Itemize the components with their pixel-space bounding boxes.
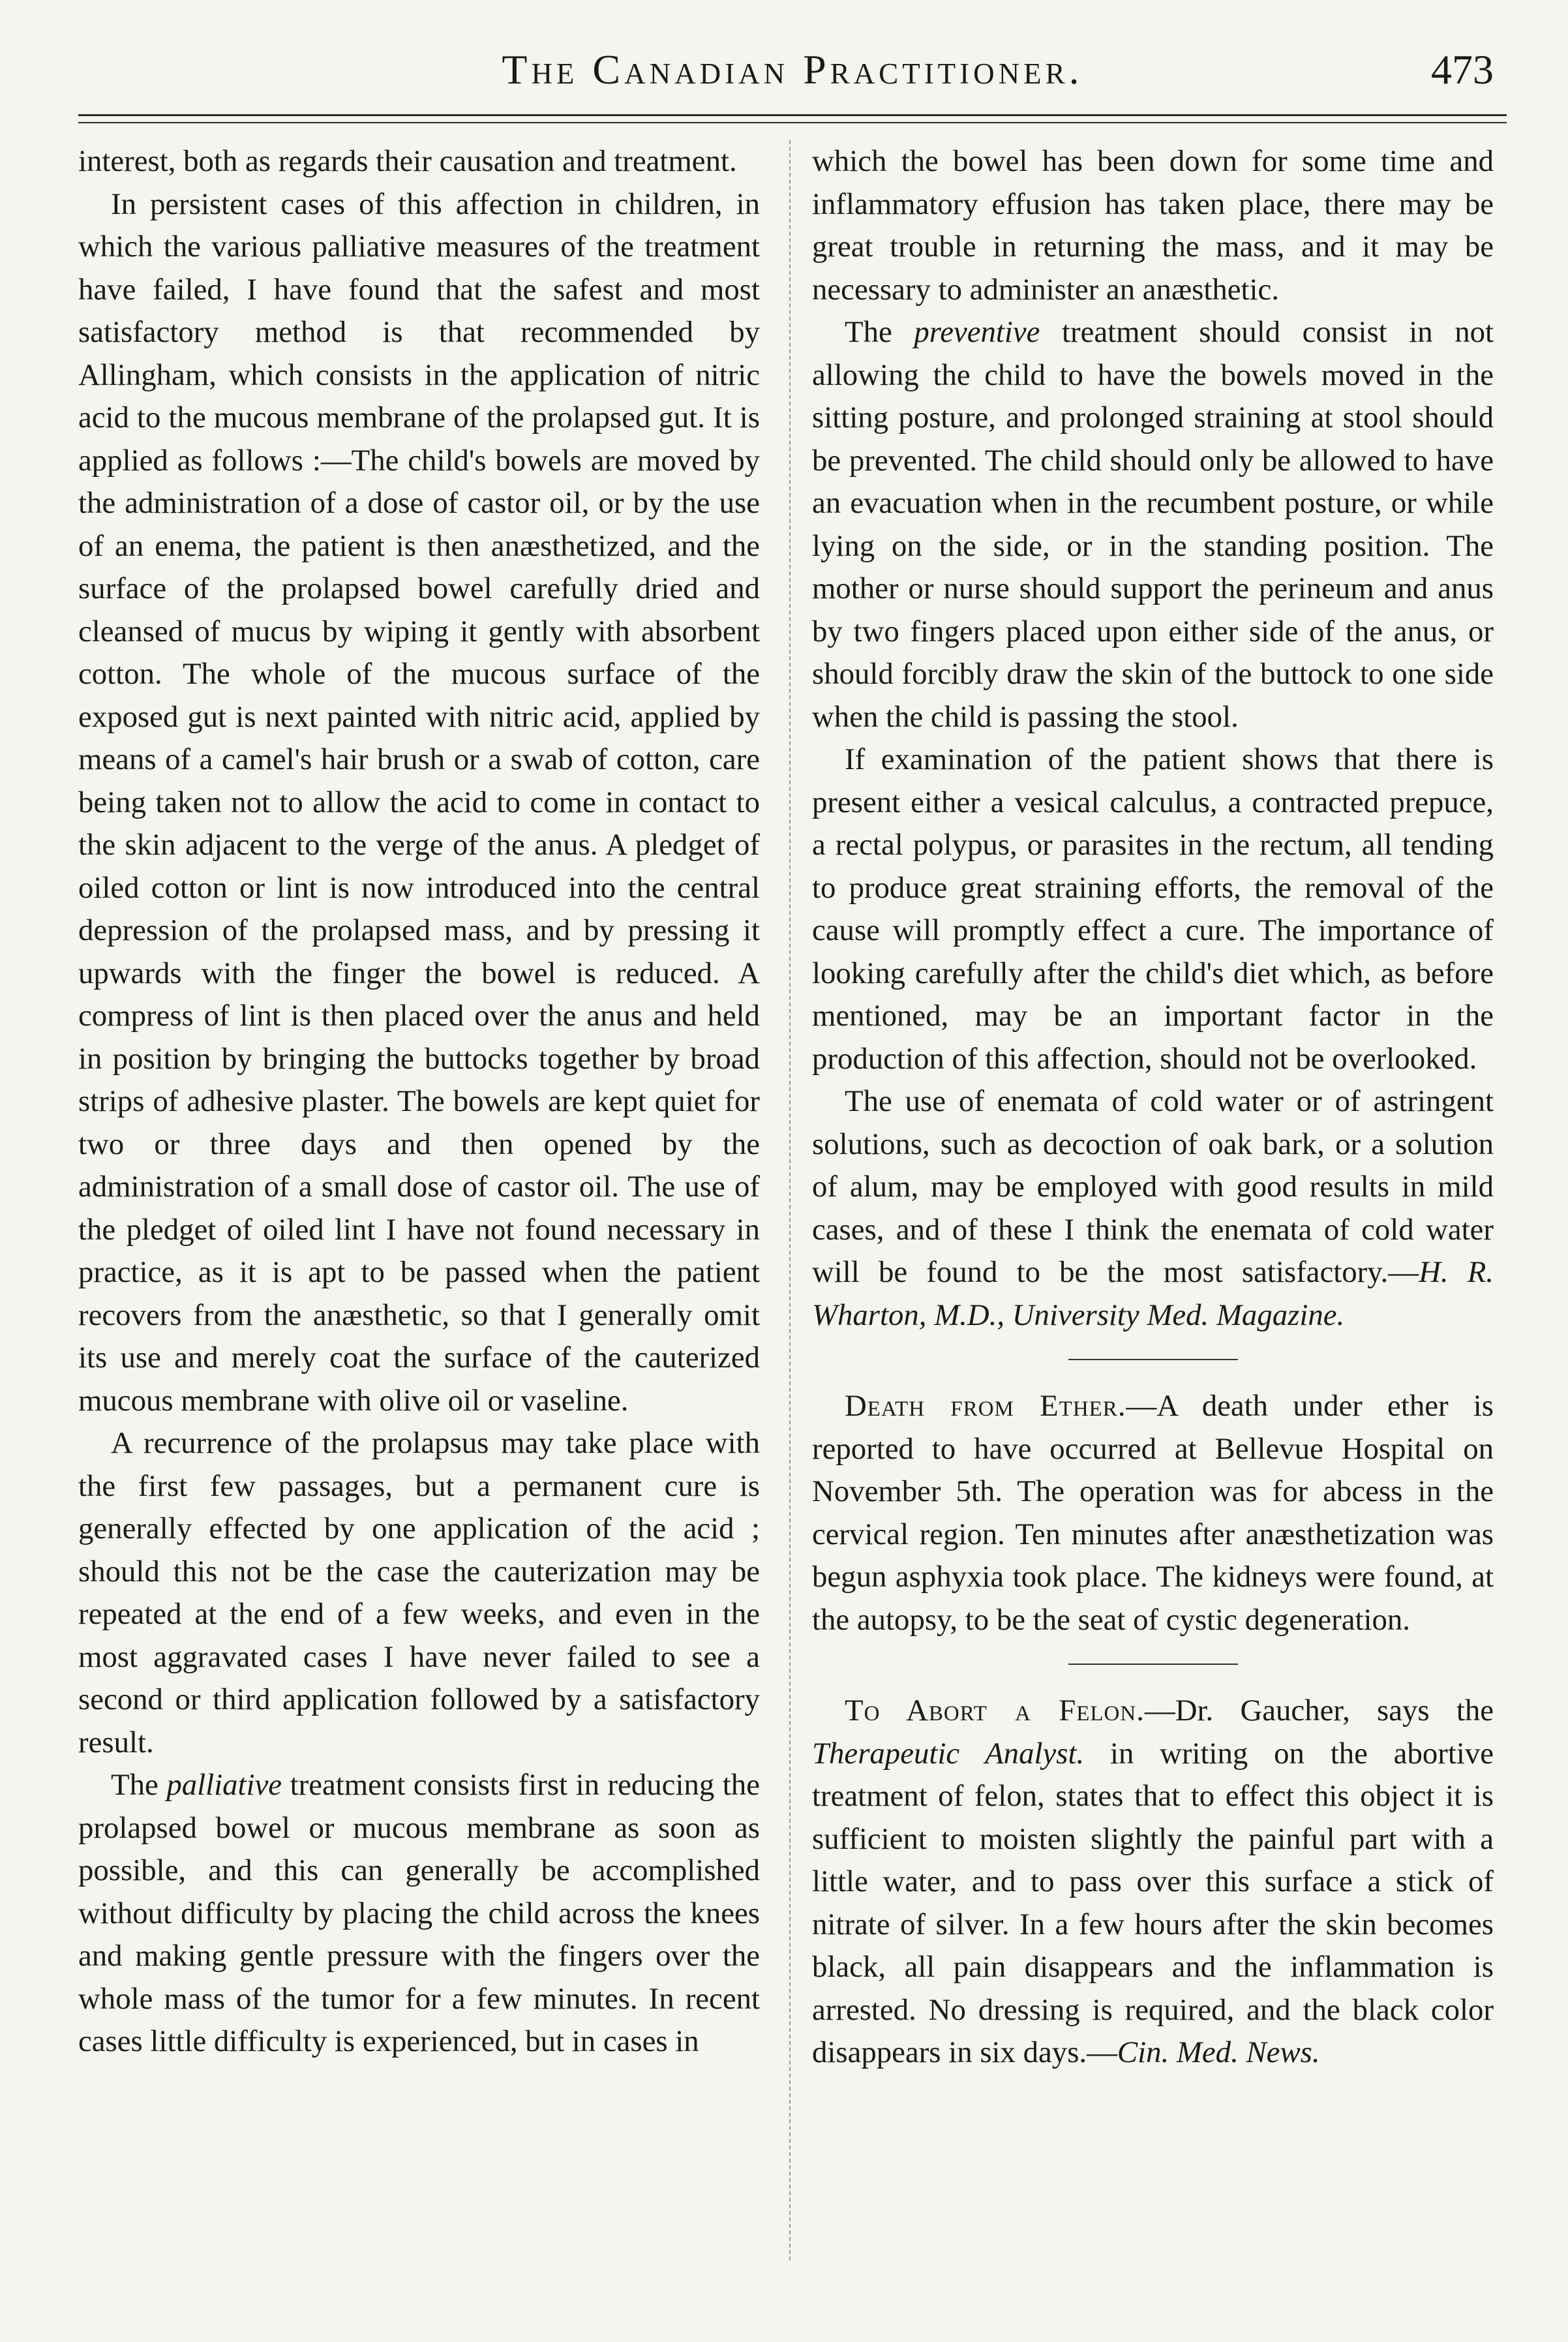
right-column (812, 140, 1494, 2075)
running-title: The Canadian Practitioner. (502, 46, 1083, 93)
section-separator (1068, 1664, 1238, 1665)
journal-name: Therapeutic Analyst. (812, 1736, 1085, 1771)
section-separator (1068, 1359, 1238, 1360)
paragraph-palliative: The palliative treatment consists first in reducing the prolapsed bowel or mucous membrane as soon as possible, and this can generally be accomplished without difficulty by placing the child across the knees and making gentle pressure with the fingers over the whole mass of the tumor for a few minutes. In recent cases little difficulty is experienced, but in cases in (78, 1768, 760, 2058)
article-death-from-ether: Death from Ether.—A death under ether is reported to have occurred at Bellevue Hospital on November 5th. The operation was for abcess in the cervical region. Ten minutes after anæsthetization was begun asphyxia took place. The kidneys were found, at the autopsy, to be the seat of cystic degeneration. (812, 1389, 1494, 1637)
page-header (78, 39, 1507, 111)
article-abort-felon: To Abort a Felon.—Dr. Gaucher, says the Therapeutic Analyst. in writing on the abortive treatment of felon, states that to effect this object it is sufficient to moisten slightly the painful part with a little water, and to pass over this surface a stick of nitrate of silver. In a few hours after the skin becomes black, all pain disappears and the inflammation is arrested. No dressing is required, and the black color disappears in six days.—Cin. Med. News. (812, 1694, 1494, 2069)
header-rule-top (78, 114, 1507, 116)
article-heading: To Abort a Felon. (845, 1694, 1145, 1727)
paragraph-enemata: The use of enemata of cold water or of astringent solutions, such as decoction of oak bark, or a solution of alum, may be employed with good results in mild cases, and of these I think the enemata of cold water will be found to be the most satisfactory.—H. R. Wharton, M.D., University Med. Magazine. (812, 1084, 1494, 1332)
paragraph-recurrence (78, 1422, 760, 1764)
left-column (78, 140, 760, 2063)
citation-wharton: H. R. Wharton, M.D., University Med. Magazine. (812, 1255, 1494, 1332)
citation-cin-med-news: Cin. Med. News. (1117, 2035, 1320, 2069)
paragraph-preventive: The preventive treatment should consist in not allowing the child to have the bowels moved in the sitting posture, and prolonged straining at stool should be prevented. The child should only be allowed to have an evacuation when in the recumbent posture, or while lying on the side, or in the standing position. The mother or nurse should support the perineum and anus by two fingers placed upon either side of the anus, or should forcibly draw the skin of the buttock to one side when the child is passing the stool. (812, 315, 1494, 734)
palliative-term: palliative (166, 1768, 282, 1802)
preventive-term: preventive (914, 315, 1040, 349)
paragraph-continuation-right: which the bowel has been down for some time and inflammatory effusion has taken place, there may be great trouble in returning the mass, and it may be necessary to administer an anæsthetic. (812, 144, 1494, 307)
column-divider (789, 140, 791, 2260)
header-rule-bottom (78, 122, 1507, 123)
paragraph-nitric-acid-method: In persistent cases of this affection in children, in which the various palliative measures of the treatment have failed, I have found that the safest and most satisfactory method is that recommended by Allingham, which consists in the application of nitric acid to the mucous membrane of the prolapsed gut. It is applied as follows :—The child's bowels are moved by the administration of a dose of castor oil, or by the use of an enema, the patient is then anæsthetized, and the surface of the prolapsed bowel carefully dried and cleansed of mucus by wiping it gently with absorbent cotton. The whole of the mucous surface of the exposed gut is next painted with nitric acid, applied by means of a camel's hair brush or a swab of cotton, care being taken not to allow the acid to come in contact to the skin adjacent to the verge of the anus. A pledget of oiled cotton or lint is now introduced into the central depression of the prolapsed mass, and by pressing it upwards with the finger the bowel is reduced. A compress of lint is then placed over the anus and held in position by bringing the buttocks together by broad strips of adhesive plaster. The bowels are kept quiet for two or three days and then opened by the administration of a small dose of castor oil. The use of the pledget of oiled lint I have not found necessary in practice, as it is apt to be passed when the patient recovers from the anæsthetic, so that I generally omit its use and merely coat the surface of the cauterized mucous membrane with olive oil or vaseline. (78, 187, 760, 1418)
recurrence-text: A recurrence of the prolapsus may take place with the first few passages, but a permanent cure is generally effected by one application of the acid ; should this not be the case the cauterization may be repeated at the end of a few weeks, and even in the most aggravated cases I have never failed to see a second or third application followed by a satisfactory result. (78, 1426, 760, 1759)
page-number: 473 (1431, 46, 1494, 93)
paragraph-continuation: interest, both as regards their causation and treatment. (78, 144, 737, 178)
paragraph-examination: If examination of the patient shows that there is present either a vesical calculus, a contracted prepuce, a rectal polypus, or parasites in the rectum, all tending to produce great straining efforts, the removal of the cause will promptly effect a cure. The importance of looking carefully after the child's diet which, as before mentioned, may be an important factor in the production of this affection, should not be overlooked. (812, 742, 1494, 1076)
article-heading: Death from Ether. (845, 1389, 1126, 1423)
